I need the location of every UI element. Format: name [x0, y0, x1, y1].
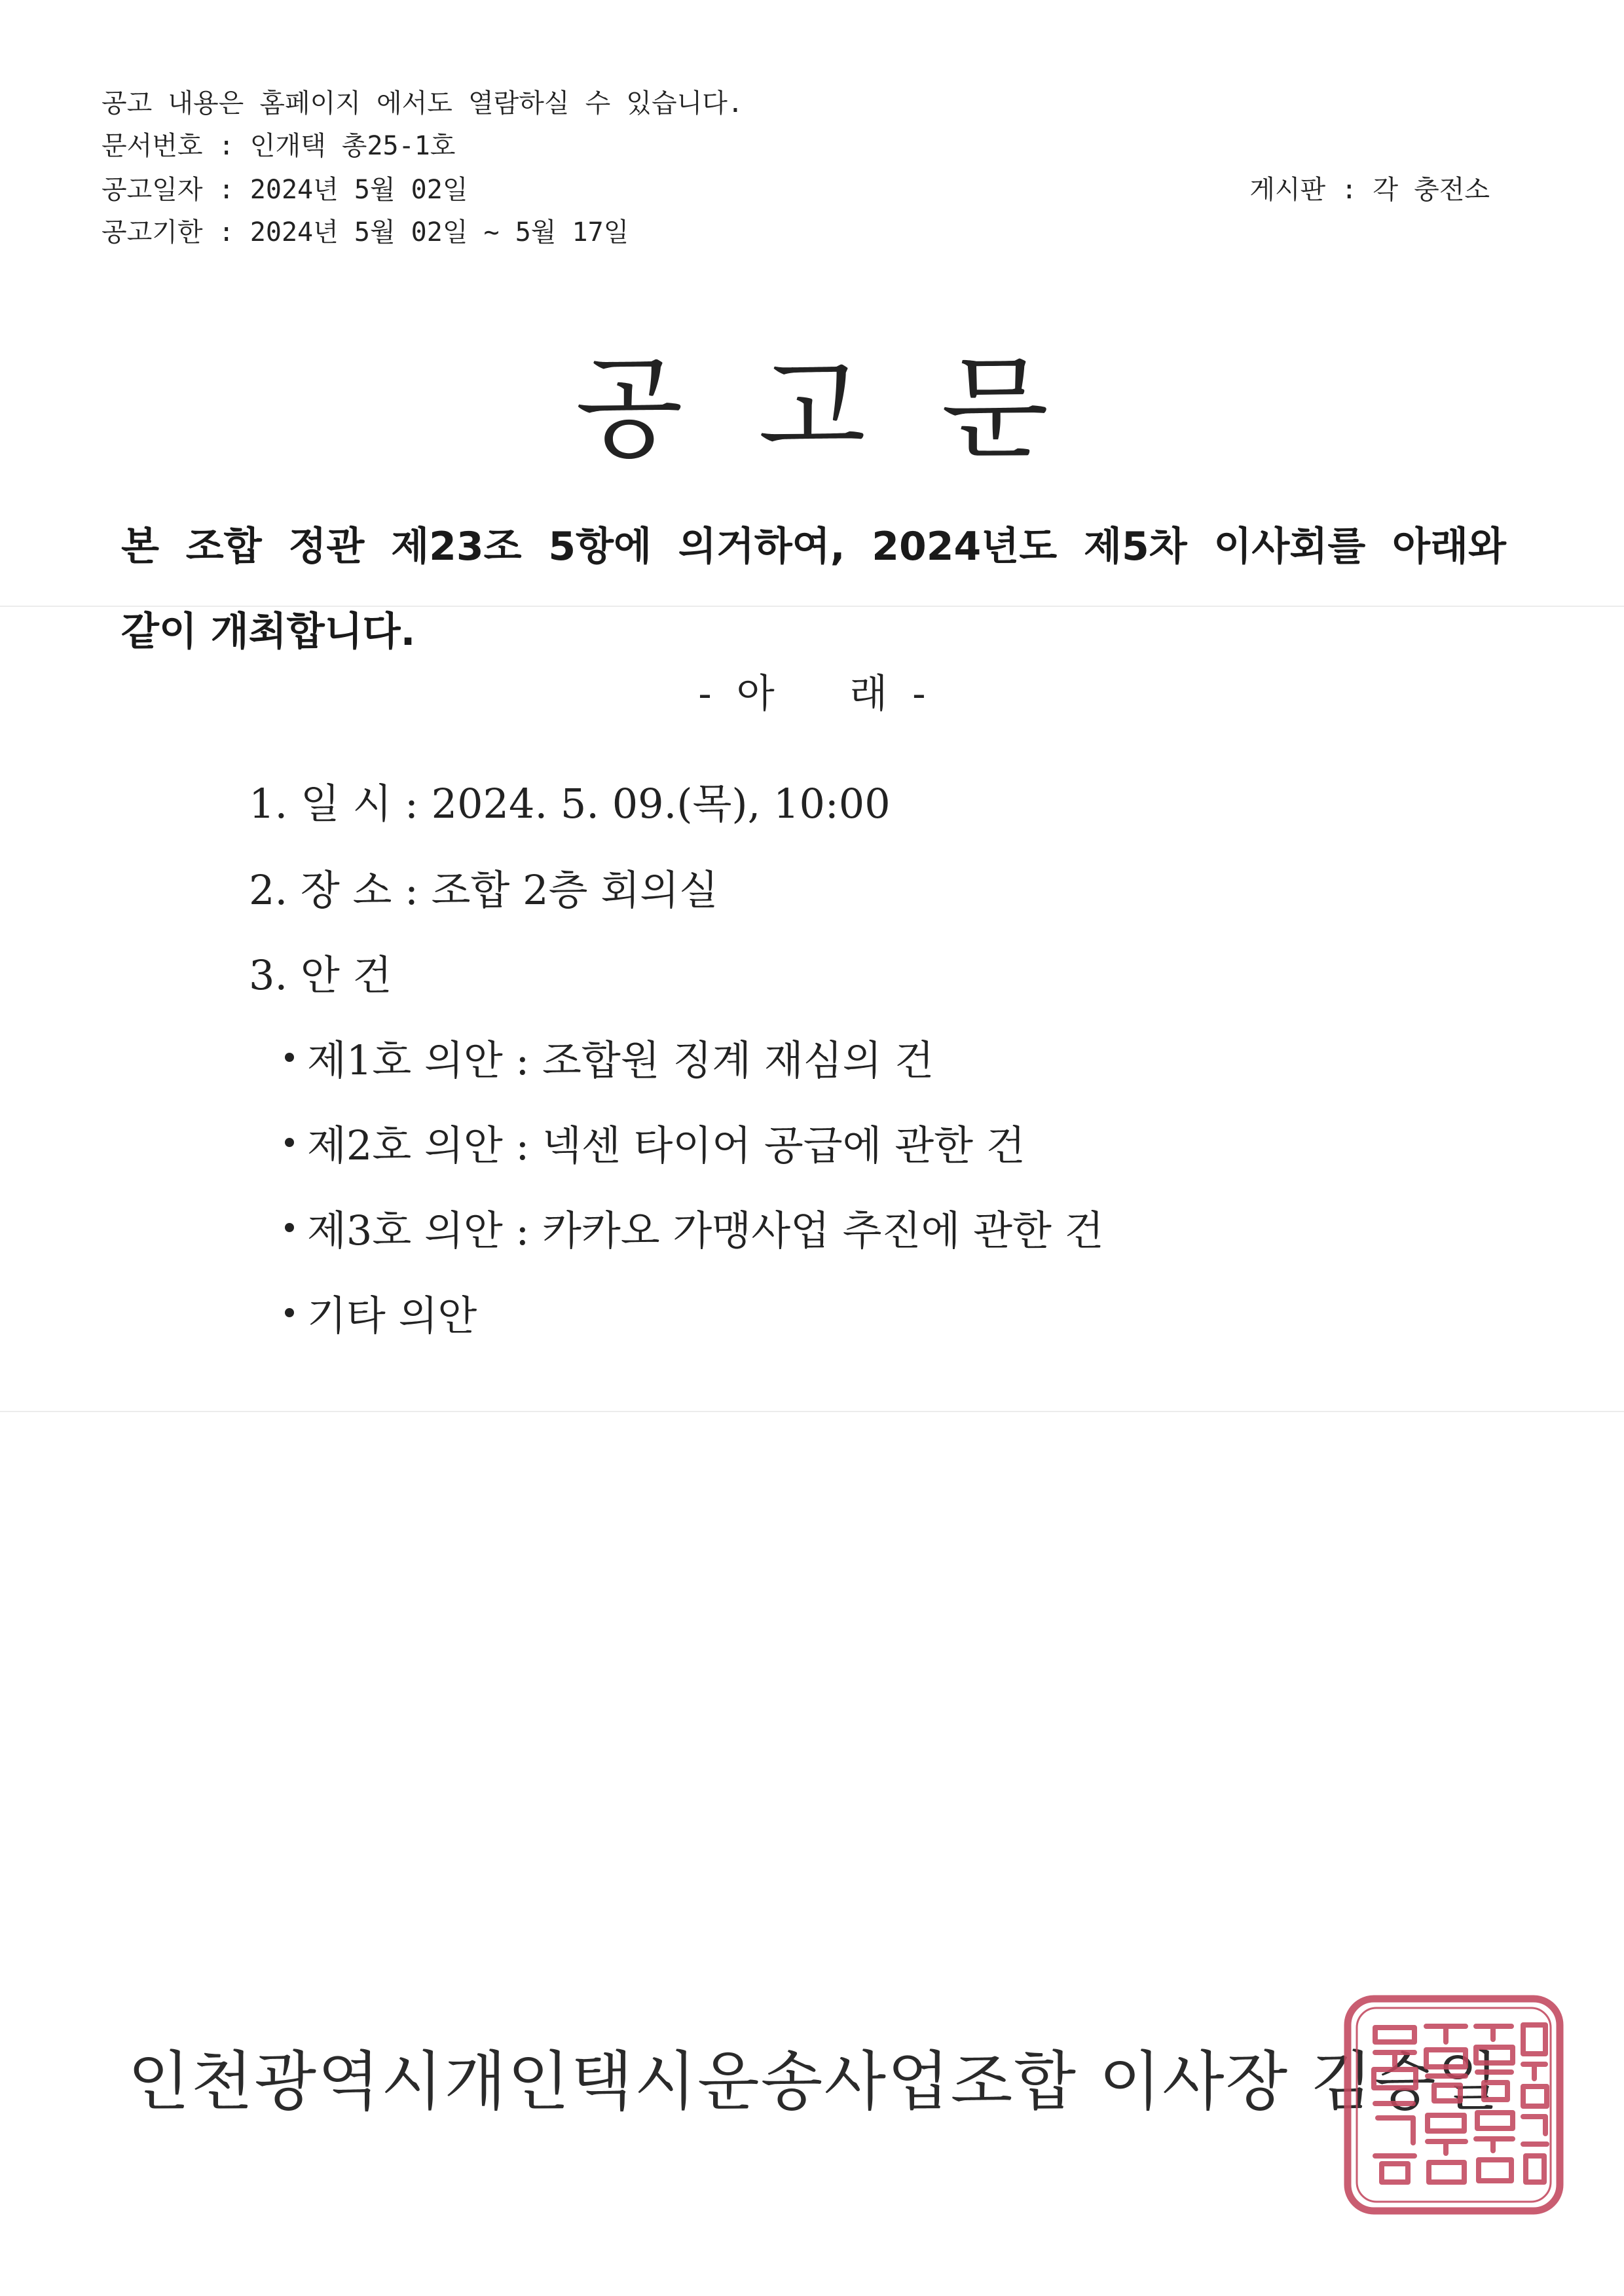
agenda-item-text: 제2호 의안 : 넥센 타이어 공급에 관한 건	[307, 1121, 1025, 1169]
posting-board: 게시판 : 각 충전소	[1249, 175, 1490, 205]
bullet-icon	[285, 1308, 294, 1317]
scan-line	[0, 606, 1624, 607]
item-place: 2. 장 소 : 조합 2층 회의실	[249, 866, 718, 914]
agenda-item	[285, 1290, 477, 1342]
agenda-item	[285, 1120, 1025, 1172]
item-agenda-heading: 3. 안 건	[249, 951, 392, 999]
intro-line-1: 본 조합 정관 제23조 5항에 의거하여, 2024년도 제5차 이사회를 아래와	[121, 524, 1506, 570]
agenda-item-text: 제3호 의안 : 카카오 가맹사업 추진에 관한 건	[307, 1207, 1104, 1254]
signature-line: 인천광역시개인택시운송사업조합 이사장 김승일	[128, 2045, 1501, 2119]
bullet-icon	[285, 1053, 294, 1062]
document-title: 공고문	[575, 344, 1124, 474]
scan-line	[0, 1411, 1624, 1412]
agenda-item-text: 제1호 의안 : 조합원 징계 재심의 건	[307, 1036, 934, 1084]
homepage-note: 공고 내용은 홈페이지 에서도 열람하실 수 있습니다.	[101, 88, 744, 118]
notice-date: 공고일자 : 2024년 5월 02일	[101, 175, 468, 205]
item-datetime: 1. 일 시 : 2024. 5. 09.(목), 10:00	[249, 780, 891, 828]
official-seal-icon	[1336, 1987, 1572, 2223]
document-number: 문서번호 : 인개택 총25-1호	[101, 131, 456, 161]
agenda-item	[285, 1205, 1103, 1257]
notice-period: 공고기한 : 2024년 5월 02일 ~ 5월 17일	[101, 217, 629, 247]
bullet-icon	[285, 1223, 294, 1232]
bullet-icon	[285, 1138, 294, 1147]
agenda-item-text: 기타 의안	[307, 1292, 477, 1339]
agenda-item	[285, 1034, 934, 1087]
intro-line-2: 같이 개최합니다.	[121, 609, 416, 655]
below-heading: - 아 래 -	[698, 671, 926, 717]
